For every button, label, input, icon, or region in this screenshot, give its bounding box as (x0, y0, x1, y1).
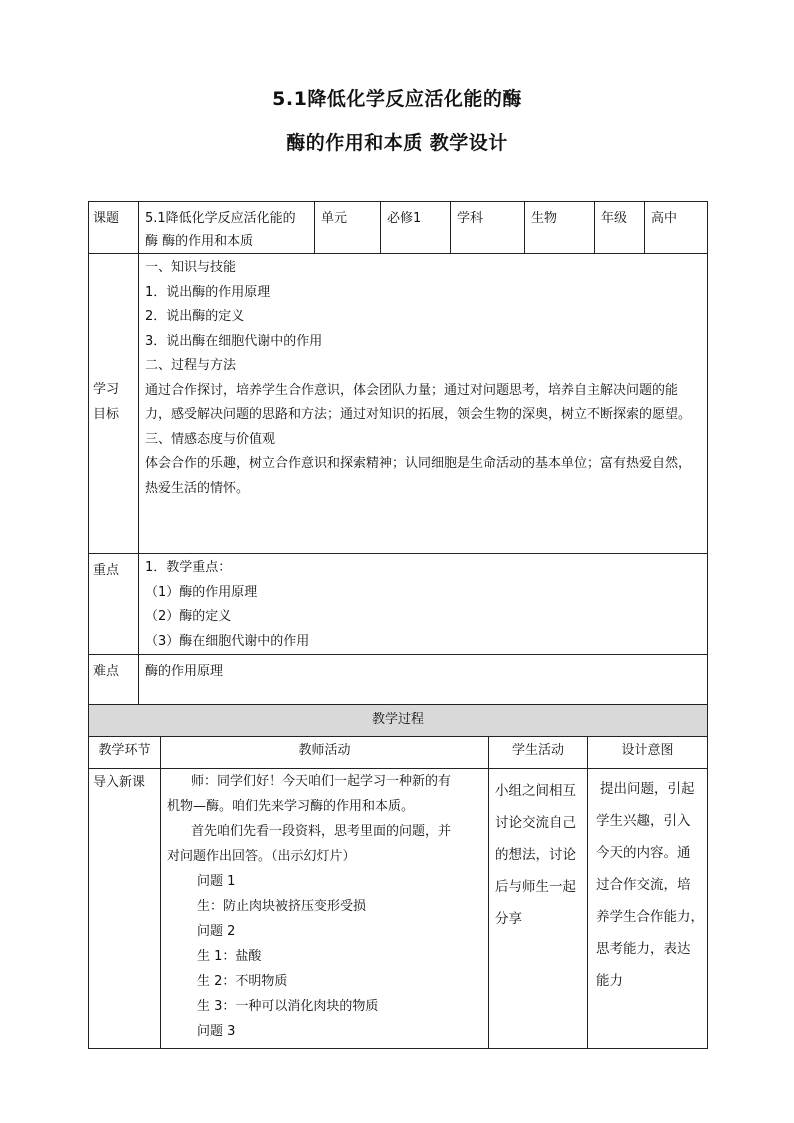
subject-label: 学科 (457, 211, 484, 226)
stage-value: 导入新课 (93, 775, 146, 790)
student-line-4: 后与师生一起 (495, 879, 576, 895)
key-point-3: （3）酶在细胞代谢中的作用 (145, 633, 310, 649)
teacher-line-10: 生 3：一种可以消化肉块的物质 (197, 999, 379, 1014)
key-label: 重点 (93, 563, 120, 578)
goals-heading-3: 三、情感态度与价值观 (145, 431, 276, 447)
key-point-2: （2）酶的定义 (145, 609, 232, 624)
col-teacher-header: 教师活动 (161, 737, 489, 769)
topic-label: 课题 (93, 211, 120, 226)
student-line-2: 讨论交流自己 (495, 815, 576, 831)
col-student-header: 学生活动 (489, 737, 588, 769)
teacher-activity-cell (161, 769, 489, 1049)
goals-attitude-text: 体会合作的乐趣，树立合作意识和探索精神；认同细胞是生命活动的基本单位；富有热爱自然，热爱生活的情怀。 (145, 456, 692, 496)
topic-value-line-2: 酶 酶的作用和本质 (145, 234, 254, 249)
unit-label: 单元 (321, 211, 348, 226)
teaching-process-table (88, 704, 708, 1049)
teacher-line-6: 生：防止肉块被挤压变形受损 (197, 899, 367, 914)
document-subtitle: 酶的作用和本质 教学设计 (286, 132, 508, 154)
difficult-label: 难点 (93, 664, 120, 679)
subject-value: 生物 (531, 211, 558, 226)
goals-process-text: 通过合作探讨，培养学生合作意识，体会团队力量；通过对问题思考，培养自主解决问题的能力，感受解决问题的思路和方法；通过对知识的拓展，领会生物的深奥，树立不断探索的愿望。 (145, 382, 692, 422)
col-stage-header: 教学环节 (89, 737, 161, 769)
document-title: 5.1降低化学反应活化能的酶 (272, 88, 522, 110)
student-activity-cell (489, 769, 588, 1049)
goals-label-line-2: 目标 (93, 406, 120, 422)
teacher-line-1: 师：同学们好！今天咱们一起学习一种新的有 (191, 774, 452, 789)
goals-item-2: 2．说出酶的定义 (145, 309, 245, 324)
grade-label: 年级 (601, 211, 628, 226)
intent-line-4: 过合作交流，培 (596, 877, 691, 893)
intent-line-5: 养学生合作能力， (596, 909, 704, 925)
design-intent-cell (588, 769, 708, 1049)
teacher-line-11: 问题 3 (197, 1024, 236, 1039)
teacher-line-8: 生 1：盐酸 (197, 949, 262, 964)
student-line-3: 的想法，讨论 (495, 847, 576, 863)
lesson-info-table (88, 201, 708, 705)
teacher-line-3: 首先咱们先看一段资料，思考里面的问题，并 (191, 824, 452, 839)
key-point-heading: 1．教学重点： (145, 560, 232, 575)
topic-label-cell (89, 202, 139, 254)
topic-value-line-1: 5.1降低化学反应活化能的 (145, 211, 296, 226)
intent-line-7: 能力 (596, 973, 623, 989)
goals-content-cell (139, 254, 708, 554)
key-content-cell (139, 554, 708, 655)
process-header: 教学过程 (89, 705, 708, 737)
goals-heading-1: 一、知识与技能 (145, 260, 237, 275)
goals-label-cell (89, 254, 139, 554)
teacher-line-4: 对问题作出回答。（出示幻灯片） (167, 849, 356, 864)
intent-line-1: 提出问题，引起 (600, 781, 695, 797)
key-point-1: （1）酶的作用原理 (145, 584, 258, 600)
unit-value: 必修1 (387, 211, 422, 226)
col-intent-header: 设计意图 (588, 737, 708, 769)
difficult-value: 酶的作用原理 (145, 664, 224, 679)
goals-heading-2: 二、过程与方法 (145, 358, 237, 373)
goals-item-1: 1．说出酶的作用原理 (145, 284, 271, 300)
teacher-line-5: 问题 1 (197, 874, 236, 889)
student-line-1: 小组之间相互 (495, 783, 576, 799)
goals-item-3: 3．说出酶在细胞代谢中的作用 (145, 333, 323, 349)
intent-line-3: 今天的内容。通 (596, 845, 691, 861)
teacher-line-2: 机物—酶。咱们先来学习酶的作用和本质。 (167, 799, 415, 814)
grade-value: 高中 (651, 211, 678, 226)
intent-line-2: 学生兴趣，引入 (596, 813, 691, 829)
topic-value-cell (139, 202, 315, 254)
teacher-line-9: 生 2：不明物质 (197, 974, 288, 989)
table-row (89, 769, 708, 1049)
teacher-line-7: 问题 2 (197, 924, 236, 939)
student-line-5: 分享 (495, 911, 522, 927)
intent-line-6: 思考能力，表达 (596, 941, 691, 957)
goals-label-line-1: 学习 (93, 382, 120, 397)
